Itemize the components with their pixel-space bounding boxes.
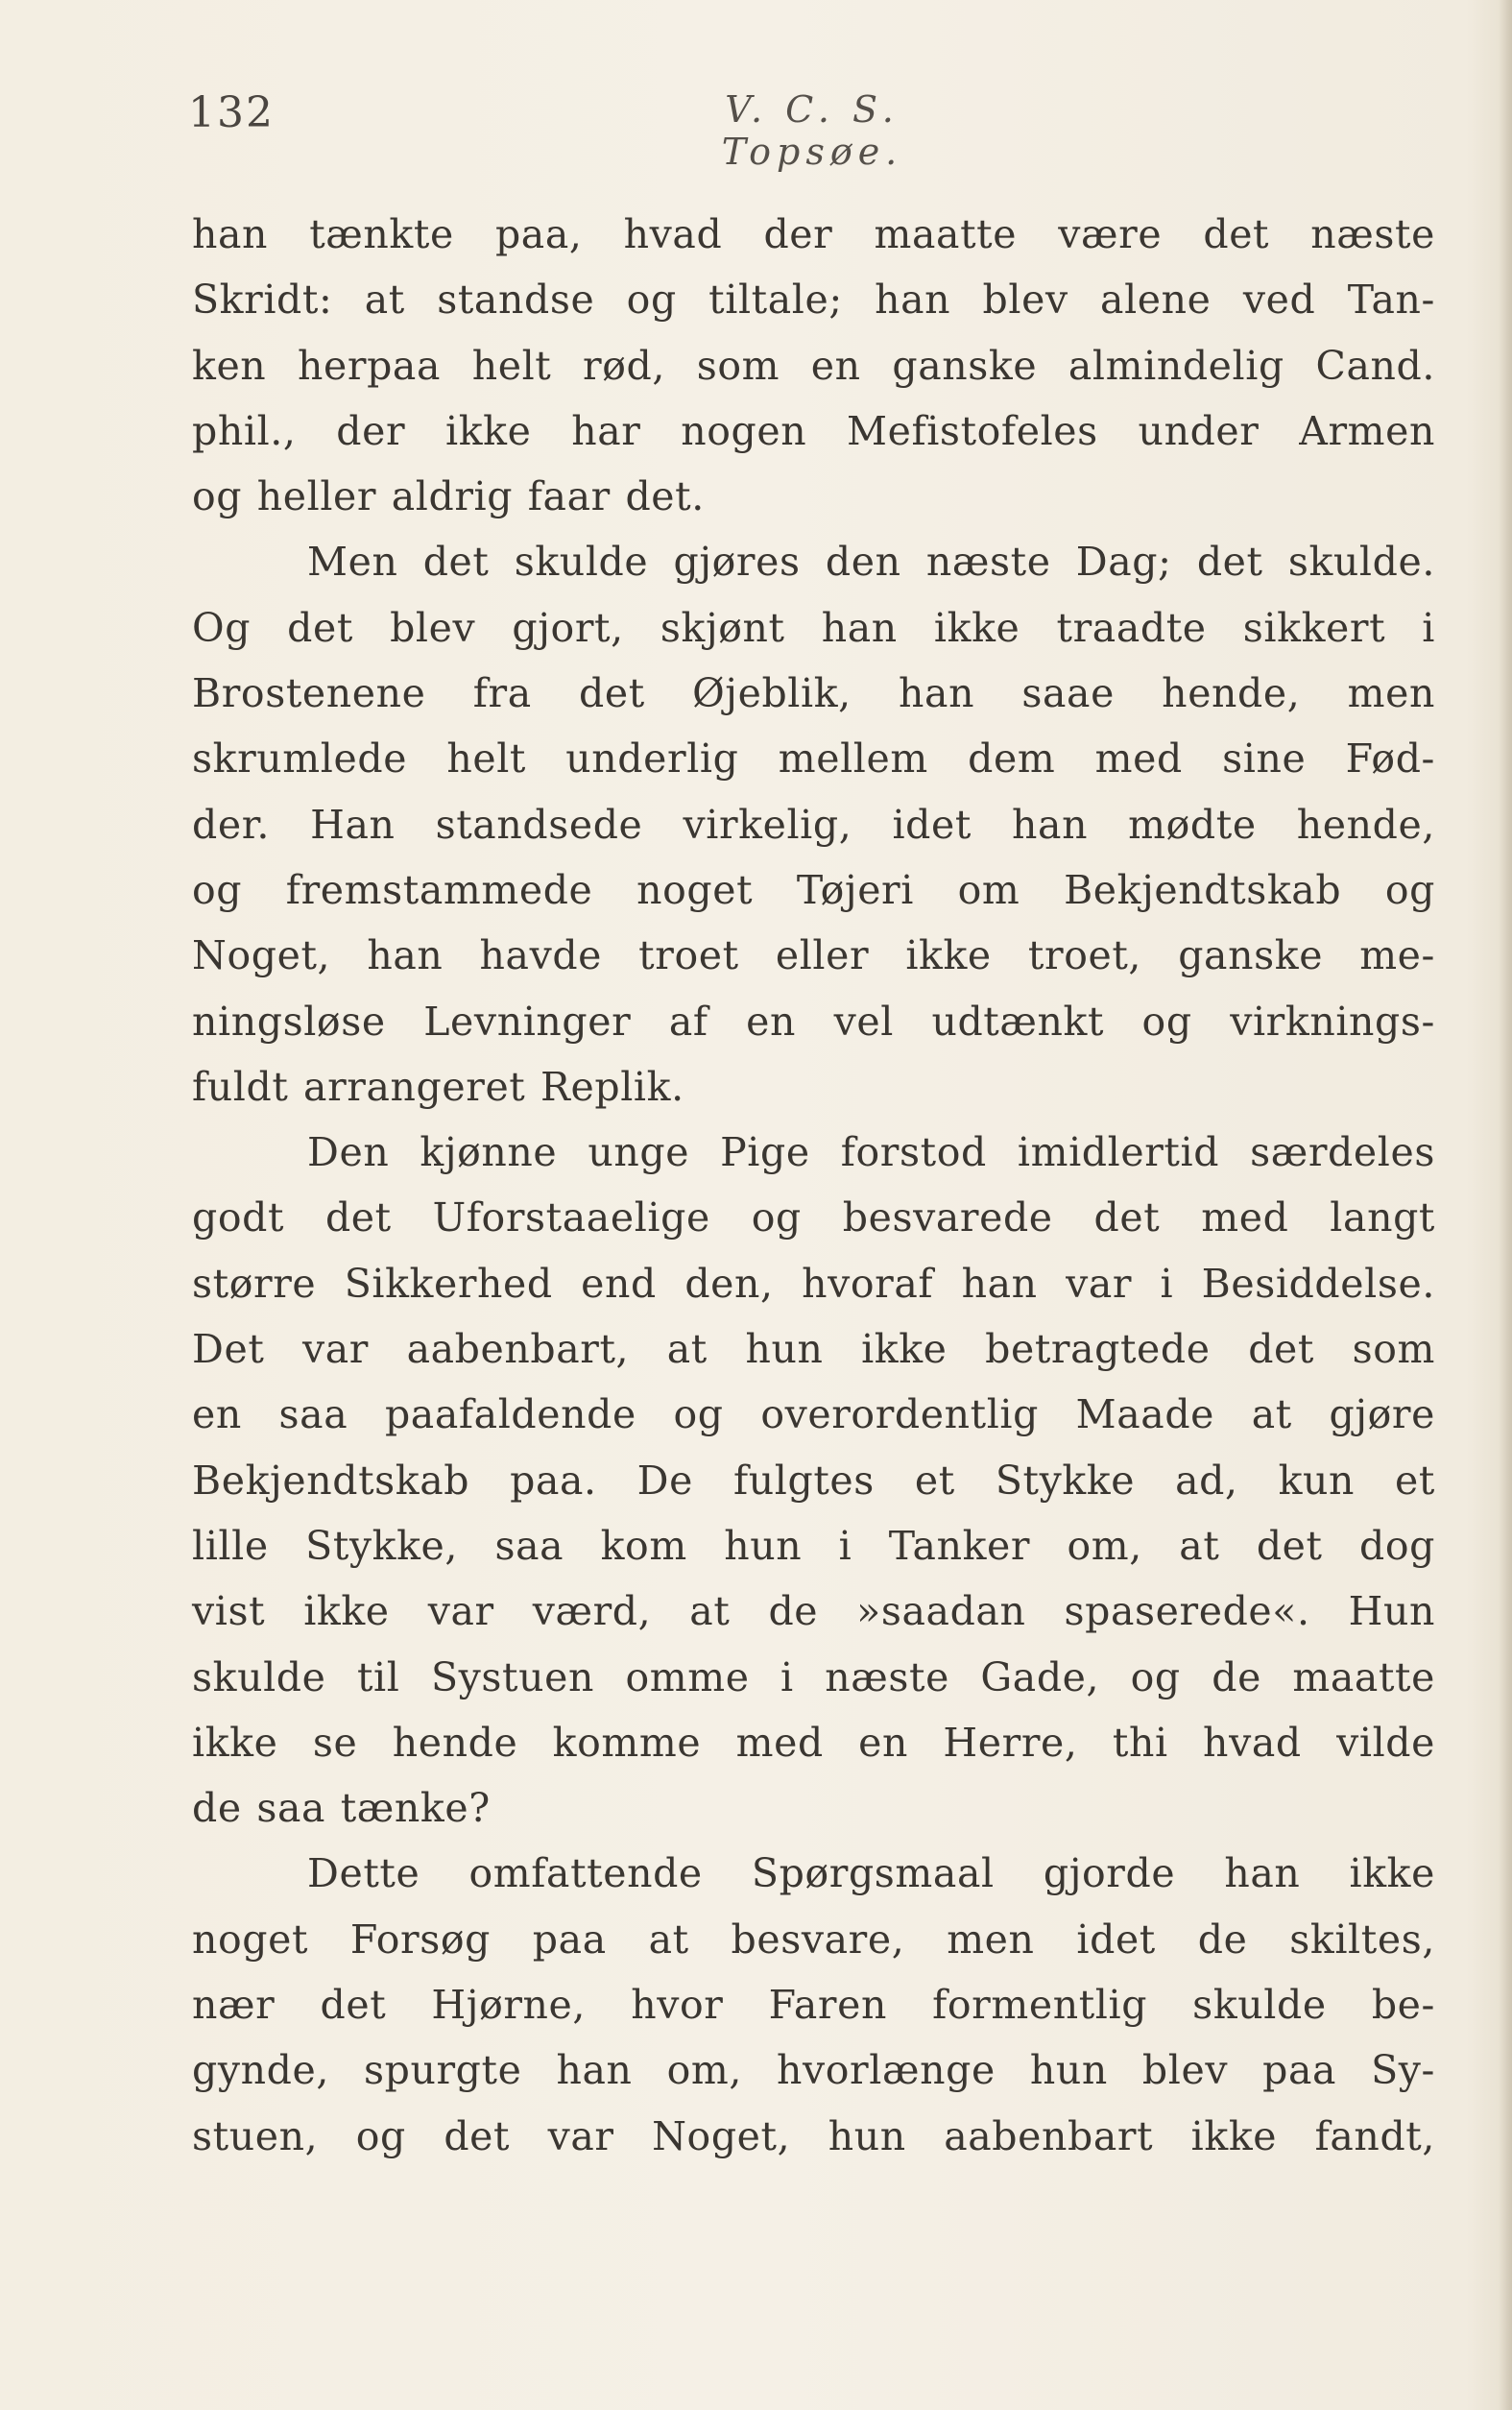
text-line: Den kjønne unge Pige forstod imidlertid særdeles (307, 1129, 1435, 1176)
text-line: gynde, spurgte han om, hvorlænge hun blev paa Sy- (192, 2047, 1435, 2094)
page-edge-shadow (1499, 0, 1512, 2410)
text-line: ikke se hende komme med en Herre, thi hvad vilde (192, 1719, 1435, 1766)
text-line: ken herpaa helt rød, som en ganske almindelig Cand. (192, 342, 1435, 389)
text-line: Brostenene fra det Øjeblik, han saae hende, men (192, 670, 1435, 717)
text-line: Men det skulde gjøres den næste Dag; det skulde. (307, 539, 1435, 586)
running-head-author: V. C. S. Topsøe. (721, 88, 903, 173)
text-line: Bekjendtskab paa. De fulgtes et Stykke ad, kun et (192, 1457, 1435, 1504)
text-line: Dette omfattende Spørgsmaal gjorde han ikke (307, 1850, 1435, 1897)
text-line: noget Forsøg paa at besvare, men idet de skiltes, (192, 1916, 1435, 1963)
text-line: skrumlede helt underlig mellem dem med sine Fød- (192, 735, 1435, 783)
text-line: skulde til Systuen omme i næste Gade, og de maatte (192, 1653, 1435, 1700)
text-line: han tænkte paa, hvad der maatte være det næste (192, 211, 1435, 257)
text-line: fuldt arrangeret Replik. (192, 1063, 684, 1110)
running-head (188, 88, 1436, 173)
text-line: Og det blev gjort, skjønt han ikke traadte sikkert i (192, 604, 1435, 651)
text-line: ningsløse Levninger af en vel udtænkt og virknings- (192, 998, 1435, 1045)
text-line: stuen, og det var Noget, hun aabenbart ikke fandt, (192, 2112, 1435, 2159)
body-text (192, 202, 1435, 2169)
text-line: Det var aabenbart, at hun ikke betragtede det som (192, 1326, 1435, 1373)
text-line: de saa tænke? (192, 1785, 491, 1832)
text-line: lille Stykke, saa kom hun i Tanker om, at det dog (192, 1522, 1435, 1569)
text-line: Noget, han havde troet eller ikke troet, ganske me- (192, 932, 1435, 979)
text-line: Skridt: at standse og tiltale; han blev alene ved Tan- (192, 277, 1435, 324)
text-line: phil., der ikke har nogen Mefistofeles under Armen (192, 407, 1435, 454)
text-line: en saa paafaldende og overordentlig Maade at gjøre (192, 1391, 1435, 1438)
text-line: der. Han standsede virkelig, idet han mødte hende, (192, 801, 1435, 848)
text-line: vist ikke var værd, at de »saadan spaserede«. Hun (192, 1588, 1435, 1635)
text-line: godt det Uforstaaelige og besvarede det med langt (192, 1194, 1435, 1241)
text-line: og heller aldrig faar det. (192, 473, 705, 520)
text-line: og fremstammede noget Tøjeri om Bekjendtskab og (192, 866, 1435, 913)
text-line: større Sikkerhed end den, hvoraf han var i Besiddelse. (192, 1260, 1435, 1307)
page-number: 132 (188, 88, 275, 137)
text-line: nær det Hjørne, hvor Faren formentlig skulde be- (192, 1982, 1435, 2029)
